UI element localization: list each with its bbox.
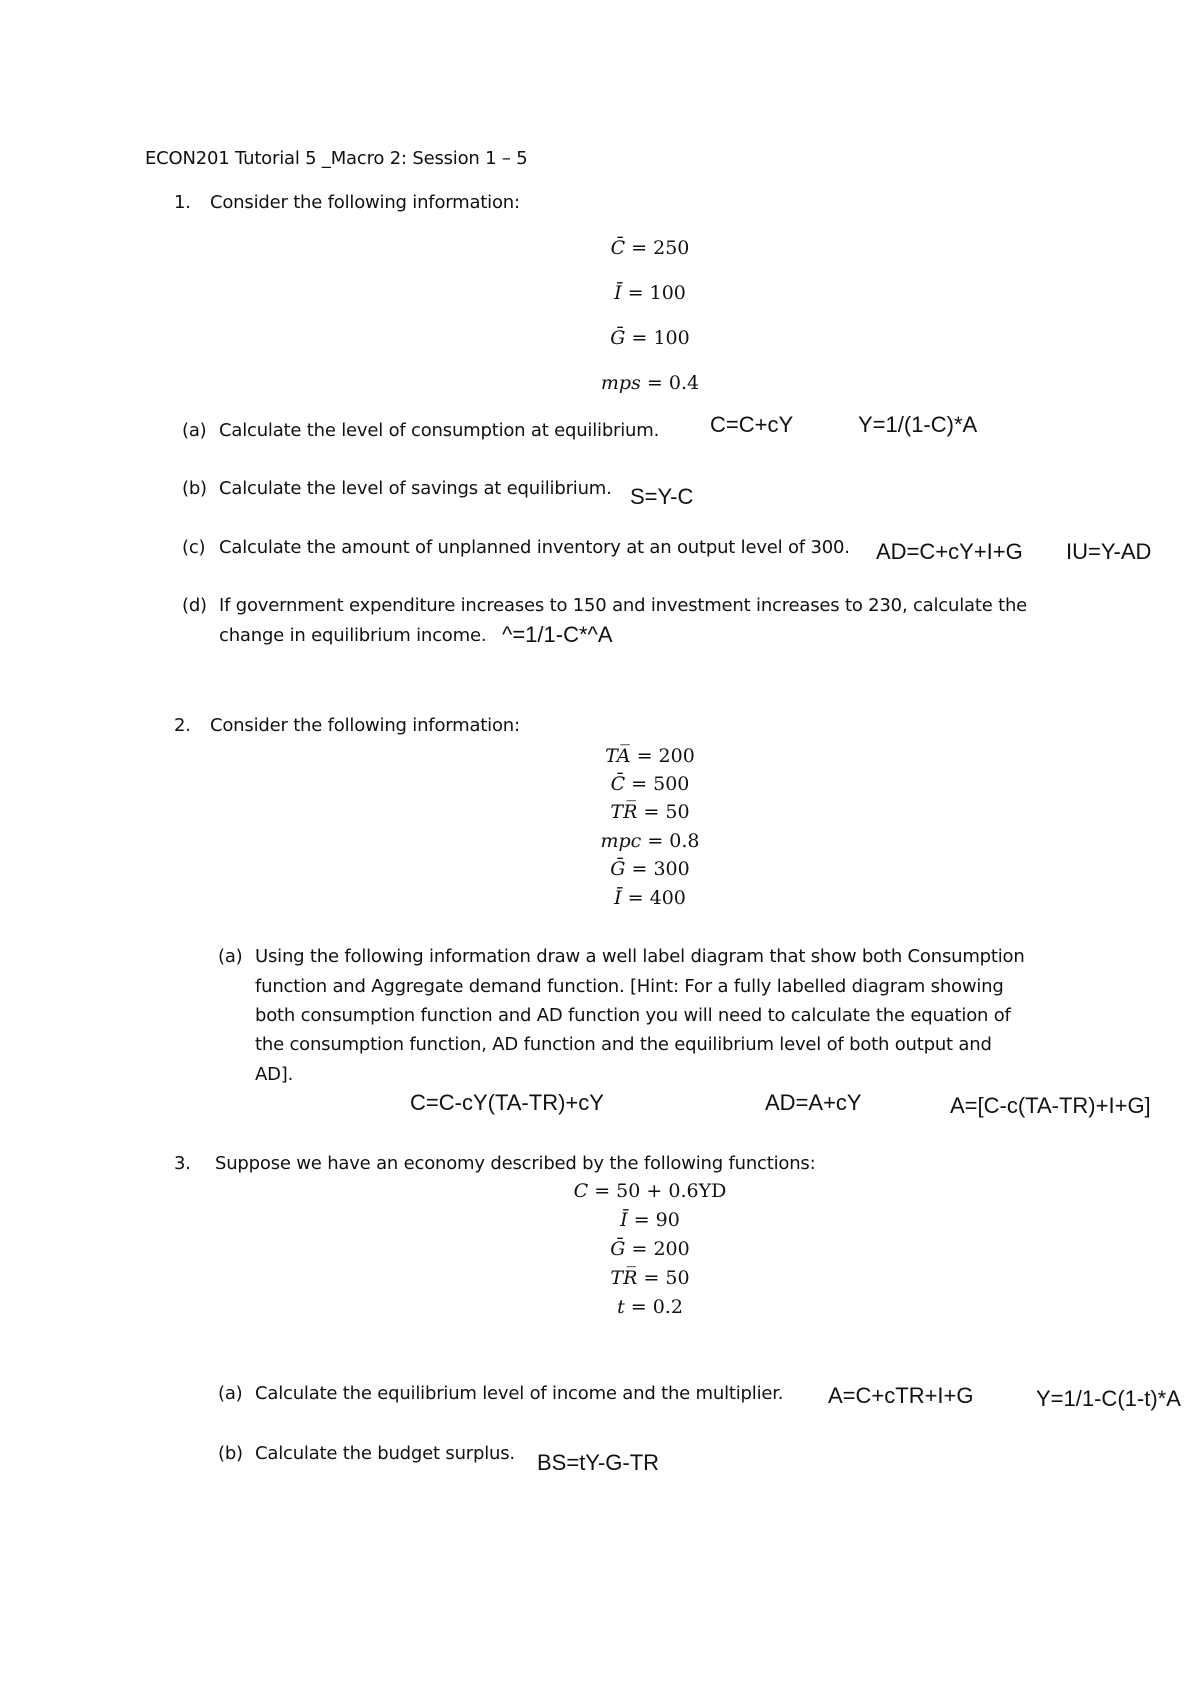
q1-number: 1. bbox=[174, 192, 191, 213]
q2-number: 2. bbox=[174, 715, 191, 736]
q1-eq-g: Ḡ = 100 bbox=[610, 327, 690, 349]
q1-eq-c: C̄ = 250 bbox=[610, 237, 690, 259]
q3-eq-t: t = 0.2 bbox=[617, 1296, 683, 1318]
q3b-text: Calculate the budget surplus. bbox=[255, 1443, 515, 1464]
q1d-label: (d) bbox=[182, 595, 207, 616]
q2a-note-2: AD=A+cY bbox=[765, 1090, 862, 1115]
q1c-text: Calculate the amount of unplanned inventory at an output level of 300. bbox=[219, 537, 850, 558]
q2-intro: Consider the following information: bbox=[210, 715, 520, 736]
q1a-label: (a) bbox=[182, 420, 207, 441]
q3-number: 3. bbox=[174, 1153, 191, 1174]
q3-eq-g: Ḡ = 200 bbox=[610, 1238, 690, 1260]
q1b-note-1: S=Y-C bbox=[630, 484, 694, 509]
q2-eq-ta: TA̅ = 200 bbox=[605, 745, 695, 767]
q3a-text: Calculate the equilibrium level of income and the multiplier. bbox=[255, 1383, 784, 1404]
q2a-line-4: the consumption function, AD function and the equilibrium level of both output and bbox=[255, 1034, 992, 1055]
q3a-note-1: A=C+cTR+I+G bbox=[828, 1383, 974, 1408]
q1d-text: If government expenditure increases to 150 and investment increases to 230, calculate the bbox=[219, 595, 1028, 616]
q1a-note-1: C=C+cY bbox=[710, 412, 794, 437]
q2a-line-2: function and Aggregate demand function. [Hint: For a fully labelled diagram showing bbox=[255, 976, 1004, 997]
q2a-line-3: both consumption function and AD function you will need to calculate the equation of bbox=[255, 1005, 1011, 1026]
q1-intro: Consider the following information: bbox=[210, 192, 520, 213]
q1c-note-2: IU=Y-AD bbox=[1066, 539, 1152, 564]
q1a-text: Calculate the level of consumption at equilibrium. bbox=[219, 420, 660, 441]
q1b-label: (b) bbox=[182, 478, 207, 499]
q2-eq-g: Ḡ = 300 bbox=[610, 858, 690, 880]
q3b-note-1: BS=tY-G-TR bbox=[537, 1450, 660, 1475]
q2a-label: (a) bbox=[218, 946, 243, 967]
q1-eq-i: Ī = 100 bbox=[614, 282, 686, 304]
q3-intro: Suppose we have an economy described by the following functions: bbox=[215, 1153, 816, 1174]
page-title: ECON201 Tutorial 5 _Macro 2: Session 1 – 5 bbox=[145, 148, 528, 169]
q1d-note-1: ^=1/1-C*^A bbox=[502, 622, 613, 647]
q2-eq-mpc: mpc = 0.8 bbox=[600, 830, 700, 852]
q3b-label: (b) bbox=[218, 1443, 243, 1464]
q2-eq-i: Ī = 400 bbox=[614, 887, 686, 909]
q1b-text: Calculate the level of savings at equilibrium. bbox=[219, 478, 612, 499]
q1c-note-1: AD=C+cY+I+G bbox=[876, 539, 1023, 564]
q3-eq-i: Ī = 90 bbox=[620, 1209, 680, 1231]
q1a-note-2: Y=1/(1-C)*A bbox=[858, 412, 978, 437]
q3a-note-2: Y=1/1-C(1-t)*A bbox=[1036, 1386, 1181, 1411]
q2-eq-c: C̄ = 500 bbox=[610, 773, 690, 795]
q2a-line-5: AD]. bbox=[255, 1064, 294, 1085]
q1-eq-mps: mps = 0.4 bbox=[600, 372, 700, 394]
q2a-note-1: C=C-cY(TA-TR)+cY bbox=[410, 1090, 604, 1115]
q3a-label: (a) bbox=[218, 1383, 243, 1404]
q2a-note-3: A=[C-c(TA-TR)+I+G] bbox=[950, 1093, 1151, 1118]
q3-eq-c: C = 50 + 0.6YD bbox=[573, 1180, 727, 1202]
q2-eq-tr: TR̅ = 50 bbox=[610, 801, 690, 823]
q1d-text-2: change in equilibrium income. bbox=[219, 625, 487, 646]
q3-eq-tr: TR̅ = 50 bbox=[610, 1267, 690, 1289]
q1c-label: (c) bbox=[182, 537, 206, 558]
q2a-line-1: Using the following information draw a well label diagram that show both Consumption bbox=[255, 946, 1025, 967]
